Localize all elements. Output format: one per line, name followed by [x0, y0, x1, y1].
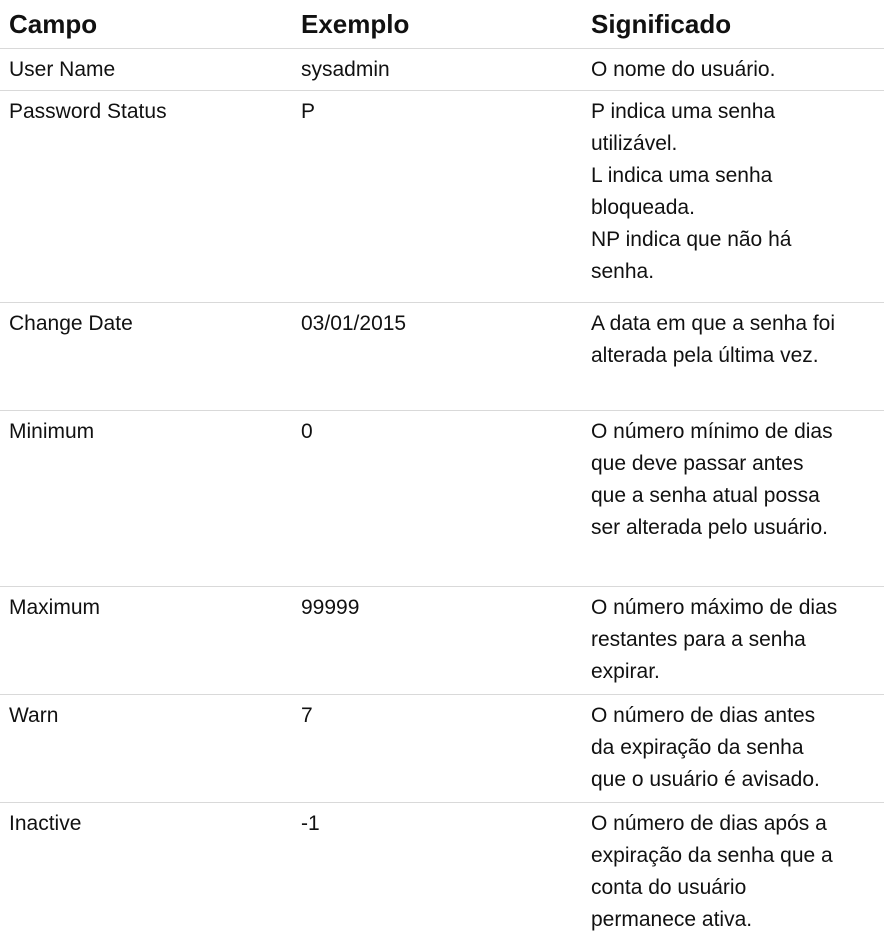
meaning-line: L indica uma senha: [591, 160, 876, 192]
meaning-line: expirar.: [591, 656, 876, 688]
meaning-line: A data em que a senha foi: [591, 308, 876, 340]
meaning-line: expiração da senha que a: [591, 840, 876, 872]
meaning-line: utilizável.: [591, 128, 876, 160]
table-row: [0, 411, 884, 587]
meaning-cell: [582, 803, 884, 940]
example-cell: 99999: [292, 587, 582, 695]
meaning-line: O número de dias após a: [591, 808, 876, 840]
example-cell: 03/01/2015: [292, 303, 582, 411]
table-row: [0, 303, 884, 411]
field-cell: Inactive: [0, 803, 292, 940]
field-cell: Minimum: [0, 411, 292, 587]
meaning-line: O nome do usuário.: [591, 54, 876, 86]
table-row: [0, 803, 884, 940]
field-cell: Warn: [0, 695, 292, 803]
meaning-line: da expiração da senha: [591, 732, 876, 764]
field-cell: Maximum: [0, 587, 292, 695]
meaning-line: que o usuário é avisado.: [591, 764, 876, 796]
meaning-cell: [582, 587, 884, 695]
example-cell: P: [292, 91, 582, 303]
meaning-line: que a senha atual possa: [591, 480, 876, 512]
example-cell: sysadmin: [292, 49, 582, 91]
meaning-cell: [582, 695, 884, 803]
meaning-line: NP indica que não há: [591, 224, 876, 256]
meaning-line: restantes para a senha: [591, 624, 876, 656]
meaning-cell: [582, 303, 884, 411]
meaning-line: ser alterada pelo usuário.: [591, 512, 876, 544]
header-exemplo: Exemplo: [292, 0, 582, 49]
meaning-line: O número mínimo de dias: [591, 416, 876, 448]
header-campo: Campo: [0, 0, 292, 49]
header-significado: Significado: [582, 0, 884, 49]
example-cell: -1: [292, 803, 582, 940]
meaning-line: senha.: [591, 256, 876, 288]
table-row: [0, 91, 884, 303]
meaning-cell: [582, 91, 884, 303]
example-cell: 7: [292, 695, 582, 803]
meaning-line: alterada pela última vez.: [591, 340, 876, 372]
meaning-line: que deve passar antes: [591, 448, 876, 480]
meaning-line: bloqueada.: [591, 192, 876, 224]
table-row: [0, 695, 884, 803]
field-cell: Password Status: [0, 91, 292, 303]
meaning-line: conta do usuário: [591, 872, 876, 904]
meaning-line: O número de dias antes: [591, 700, 876, 732]
meaning-cell: [582, 49, 884, 91]
table-row: [0, 49, 884, 91]
meaning-line: O número máximo de dias: [591, 592, 876, 624]
table-header-row: [0, 0, 884, 49]
meaning-line: permanece ativa.: [591, 904, 876, 936]
table-row: [0, 587, 884, 695]
field-cell: Change Date: [0, 303, 292, 411]
field-cell: User Name: [0, 49, 292, 91]
meaning-line: P indica uma senha: [591, 96, 876, 128]
meaning-cell: [582, 411, 884, 587]
example-cell: 0: [292, 411, 582, 587]
